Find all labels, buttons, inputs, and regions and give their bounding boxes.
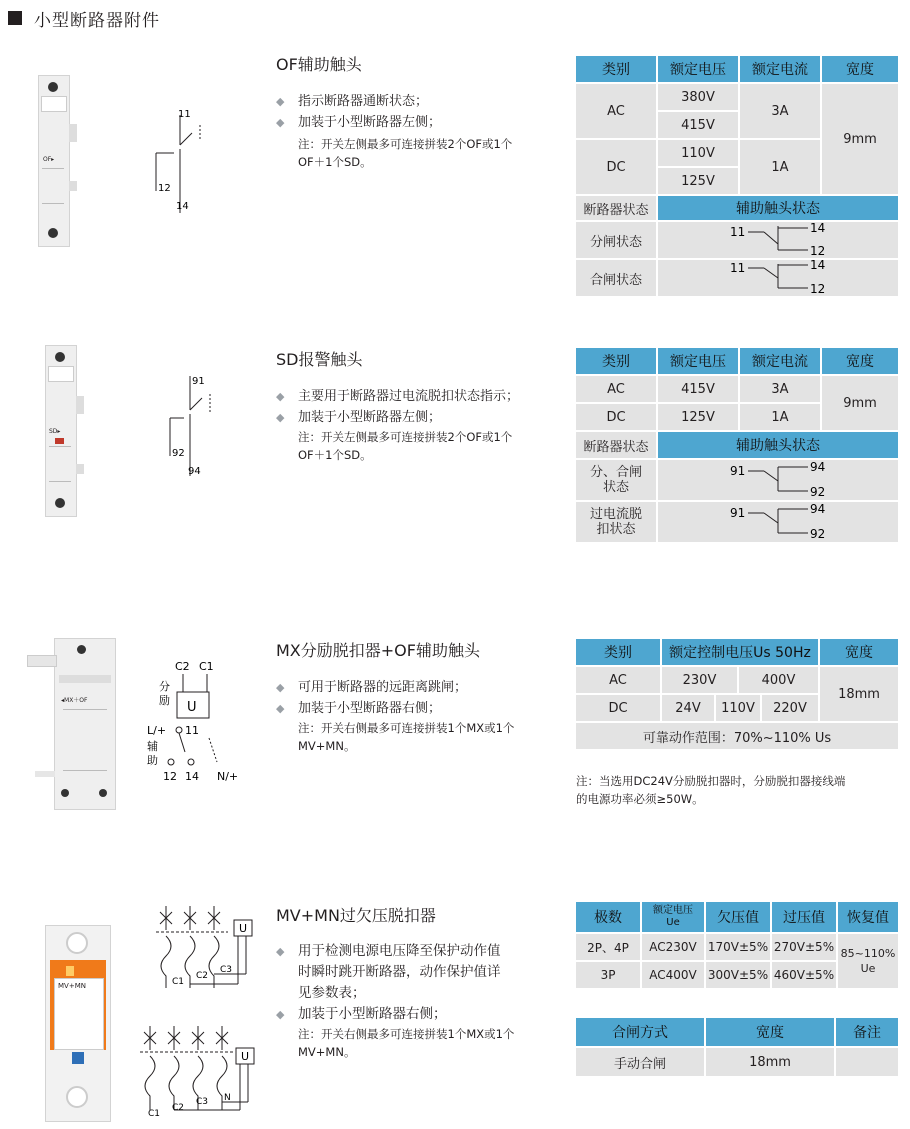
mv-cell-under-1: 170V±5% (705, 933, 771, 961)
of-cell-open: 分闸状态 (575, 221, 657, 259)
of-open-12: 12 (810, 244, 826, 258)
sd-state2-contact-icon (658, 503, 898, 541)
sd-cell-415v: 415V (657, 375, 739, 403)
sd-bullets (276, 386, 519, 428)
sd-state1-91: 91 (730, 464, 746, 478)
mv-th-recover: 恢复值 (837, 901, 899, 933)
of-open-contact-icon (658, 222, 898, 258)
mv-cell-recover-line2: Ue (860, 962, 876, 975)
mx-cell-110v: 110V (715, 694, 761, 722)
mx-term-n: N/+ (217, 770, 239, 783)
of-cell-110v: 110V (657, 139, 739, 167)
sd-state1-94: 94 (810, 461, 826, 474)
mx-term-14: 14 (185, 770, 199, 783)
mv-cell-manual: 手动合闸 (575, 1047, 705, 1077)
mv-note (298, 1025, 514, 1061)
sd-note-line-2: OF＋1个SD。 (298, 448, 372, 462)
sd-th-state: 断路器状态 (575, 431, 657, 459)
mx-footnote (576, 772, 845, 808)
sd-contact-diagram (166, 372, 236, 482)
mx-term-c1: C1 (199, 660, 214, 673)
mx-bullet-2: 加装于小型断路器右侧； (298, 701, 442, 716)
of-device-label: OF▸ (43, 156, 55, 163)
mx-th-type: 类别 (575, 638, 661, 666)
sd-term-94: 94 (188, 466, 201, 477)
sd-bullet-2: 加装于小型断路器左侧； (298, 410, 442, 425)
of-closed-12: 12 (810, 282, 826, 296)
of-th-voltage: 额定电压 (657, 55, 739, 83)
of-closed-contact-icon (658, 260, 898, 296)
mx-th-width: 宽度 (819, 638, 899, 666)
mx-label-fen: 分 (159, 680, 170, 693)
mv-4p-wiring-diagram (138, 1020, 263, 1120)
sd-state2-92: 92 (810, 527, 826, 541)
mx-term-12: 12 (163, 770, 177, 783)
of-bullets (276, 91, 441, 133)
sd-th-aux: 辅助触头状态 (657, 431, 899, 459)
sd-note-line-1: 注：开关左侧最多可连接拼装2个OF或1个 (298, 430, 513, 444)
mv-note-line-2: MV+MN。 (298, 1045, 356, 1059)
of-cell-3a: 3A (739, 83, 821, 139)
mx-cell-24v: 24V (661, 694, 715, 722)
mx-cell-range: 可靠动作范围：70%~110% Us (575, 722, 899, 750)
sd-note (298, 428, 512, 464)
mv-th-close: 合闸方式 (575, 1017, 705, 1047)
mx-footnote-line-1: 注：当选用DC24V分励脱扣器时，分励脱扣器接线端 (576, 774, 846, 788)
sd-title: SD报警触头 (276, 350, 363, 369)
mv-3p-c2: C2 (196, 971, 209, 981)
sd-state2-94: 94 (810, 503, 826, 516)
sd-state1-92: 92 (810, 485, 826, 499)
sd-cell-dc: DC (575, 403, 657, 431)
of-th-aux: 辅助触头状态 (657, 195, 899, 221)
mx-cell-230v: 230V (661, 666, 738, 694)
of-term-12: 12 (158, 183, 171, 194)
sd-th-width: 宽度 (821, 347, 899, 375)
mx-device-image (54, 638, 116, 810)
mx-cell-400v: 400V (738, 666, 819, 694)
sd-cell-state1-line2: 状态 (602, 480, 629, 495)
mv-cell-3p: 3P (575, 961, 641, 989)
mv-note-line-1: 注：开关右侧最多可连接拼装1个MX或1个 (298, 1027, 515, 1041)
mx-label-li: 励 (159, 694, 170, 707)
sd-term-92: 92 (172, 448, 185, 459)
mv-cell-remark (835, 1047, 899, 1077)
mv-param-table (574, 900, 900, 990)
of-note (298, 135, 512, 171)
of-cell-1a: 1A (739, 139, 821, 195)
mx-bullet-1: 可用于断路器的远距离跳闸； (298, 680, 468, 695)
mv-title: MV+MN过欠压脱扣器 (276, 906, 436, 925)
of-device-image (38, 75, 70, 247)
mx-bullets (276, 677, 467, 719)
of-cell-415v: 415V (657, 111, 739, 139)
mx-spec-table (574, 637, 900, 751)
sd-th-voltage: 额定电压 (657, 347, 739, 375)
sd-cell-state2-line1: 过电流脱 (589, 507, 642, 522)
mv-4p-c1: C1 (148, 1109, 161, 1119)
diamond-icon: ◆ (276, 116, 285, 129)
mv-cell-under-2: 300V±5% (705, 961, 771, 989)
mx-th-voltage: 额定控制电压Us 50Hz (661, 638, 819, 666)
mv-bullet-1-line1: 用于检测电源电压降至保护动作值 (298, 943, 501, 959)
sd-cell-125v: 125V (657, 403, 739, 431)
diamond-icon: ◆ (276, 390, 285, 403)
mv-3p-wiring-diagram (152, 900, 262, 1000)
mv-cell-2p4p: 2P、4P (575, 933, 641, 961)
of-cell-9mm: 9mm (821, 83, 899, 195)
mv-close-table (574, 1016, 900, 1078)
diamond-icon: ◆ (276, 95, 285, 108)
mv-th-remark: 备注 (835, 1017, 899, 1047)
of-term-11: 11 (178, 109, 191, 120)
mv-th-rated-line2: Ue (666, 917, 680, 928)
of-th-type: 类别 (575, 55, 657, 83)
diamond-icon: ◆ (276, 945, 285, 958)
of-spec-table (574, 54, 900, 298)
of-cell-closed: 合闸状态 (575, 259, 657, 297)
of-title: OF辅助触头 (276, 55, 362, 74)
of-cell-ac: AC (575, 83, 657, 139)
sd-term-91: 91 (192, 376, 205, 387)
of-open-11: 11 (730, 225, 746, 239)
mv-4p-n: N (224, 1093, 231, 1103)
mx-term-c2: C2 (175, 660, 190, 673)
mv-th-under: 欠压值 (705, 901, 771, 933)
mv-cell-over-2: 460V±5% (771, 961, 837, 989)
diamond-icon: ◆ (276, 702, 285, 715)
of-th-state: 断路器状态 (575, 195, 657, 221)
of-open-14: 14 (810, 222, 826, 235)
of-note-line-1: 注：开关左侧最多可连接拼装2个OF或1个 (298, 137, 513, 151)
mv-4p-c2: C2 (172, 1103, 185, 1113)
of-term-14: 14 (176, 201, 189, 212)
of-cell-125v: 125V (657, 167, 739, 195)
mx-label-fu: 辅 (147, 740, 158, 753)
mx-note (298, 719, 514, 755)
mv-th-width: 宽度 (705, 1017, 835, 1047)
diamond-icon: ◆ (276, 411, 285, 424)
mv-bullet-1-line3: 见参数表； (298, 985, 366, 1001)
sd-device-image (45, 345, 77, 517)
sd-state2-91: 91 (730, 506, 746, 520)
mx-cell-220v: 220V (761, 694, 819, 722)
mx-wiring-diagram (145, 658, 260, 788)
mv-bullets (276, 941, 501, 1025)
mv-th-poles: 极数 (575, 901, 641, 933)
mv-cell-18mm: 18mm (705, 1047, 835, 1077)
mx-note-line-1: 注：开关右侧最多可连接拼装1个MX或1个 (298, 721, 515, 735)
mv-device-image (45, 925, 111, 1122)
mx-cell-dc: DC (575, 694, 661, 722)
of-bullet-1: 指示断路器通断状态； (298, 94, 429, 109)
of-th-current: 额定电流 (739, 55, 821, 83)
mv-device-label: MV+MN (58, 982, 86, 990)
of-cell-dc: DC (575, 139, 657, 195)
mx-device-label: ◂MX＋OF (61, 697, 88, 704)
of-closed-14: 14 (810, 260, 826, 272)
sd-state1-contact-icon (658, 461, 898, 499)
sd-th-current: 额定电流 (739, 347, 821, 375)
of-note-line-2: OF＋1个SD。 (298, 155, 372, 169)
sd-cell-state1-line1: 分、合闸 (589, 465, 642, 480)
mv-bullet-2: 加装于小型断路器右侧； (298, 1006, 447, 1022)
mv-cell-ac230v: AC230V (641, 933, 705, 961)
sd-cell-9mm: 9mm (821, 375, 899, 431)
of-closed-11: 11 (730, 261, 746, 275)
of-th-width: 宽度 (821, 55, 899, 83)
mv-4p-c3: C3 (196, 1097, 209, 1107)
of-cell-380v: 380V (657, 83, 739, 111)
mv-cell-recover-line1: 85~110% (840, 947, 896, 960)
mx-term-11: 11 (185, 724, 199, 737)
mv-3p-coil-u: U (239, 922, 248, 935)
diamond-icon: ◆ (276, 681, 285, 694)
sd-cell-1a: 1A (739, 403, 821, 431)
sd-cell-3a: 3A (739, 375, 821, 403)
sd-spec-table (574, 346, 900, 544)
mx-footnote-line-2: 的电源功率必须≥50W。 (576, 792, 704, 806)
header-square (8, 11, 22, 25)
sd-bullet-1: 主要用于断路器过电流脱扣状态指示； (298, 389, 520, 404)
mv-cell-ac400v: AC400V (641, 961, 705, 989)
mv-bullet-1-line2: 时瞬时跳开断路器，动作保护值详 (298, 964, 501, 980)
mv-3p-c1: C1 (172, 977, 185, 987)
mx-coil-u: U (187, 700, 197, 715)
mv-4p-coil-u: U (241, 1050, 250, 1063)
sd-device-label: SD▸ (49, 428, 61, 435)
of-contact-diagram (150, 105, 220, 215)
mv-cell-over-1: 270V±5% (771, 933, 837, 961)
diamond-icon: ◆ (276, 1008, 285, 1021)
sd-cell-ac: AC (575, 375, 657, 403)
mx-cell-ac: AC (575, 666, 661, 694)
sd-th-type: 类别 (575, 347, 657, 375)
mx-label-zhu: 助 (147, 754, 158, 767)
mv-th-over: 过压值 (771, 901, 837, 933)
mx-title: MX分励脱扣器+OF辅助触头 (276, 641, 480, 660)
sd-cell-state2-line2: 扣状态 (596, 522, 636, 537)
page-title: 小型断路器附件 (34, 11, 160, 31)
mx-cell-18mm: 18mm (819, 666, 899, 722)
of-bullet-2: 加装于小型断路器左侧； (298, 115, 442, 130)
mv-th-rated-line1: 额定电压 (653, 905, 693, 916)
mv-3p-c3: C3 (220, 965, 233, 975)
mx-term-l: L/+ (147, 724, 167, 737)
mx-note-line-2: MV+MN。 (298, 739, 356, 753)
